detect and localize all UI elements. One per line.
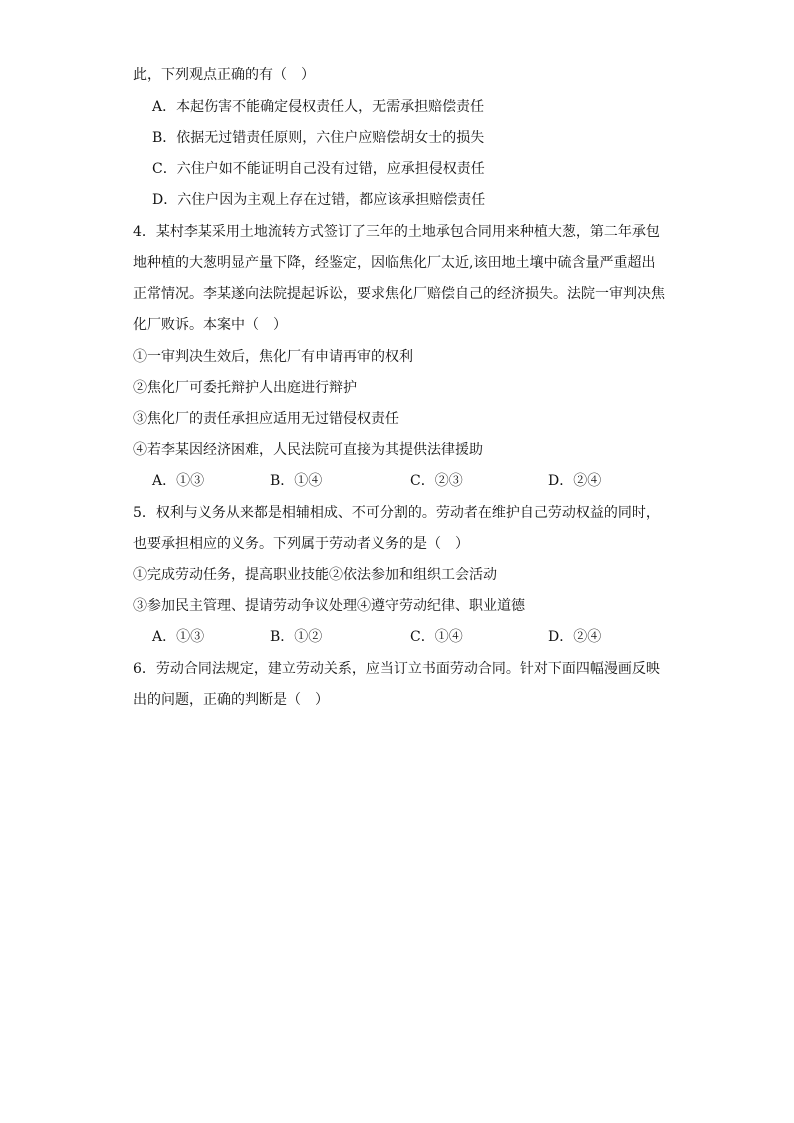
q3-option-d: D．六住户因为主观上存在过错，都应该承担赔偿责任: [152, 192, 486, 208]
q3-option-b: B．依据无过错责任原则，六住户应赔偿胡女士的损失: [152, 130, 485, 146]
q5-stem-line-1: 5．权利与义务从来都是相辅相成、不可分割的。劳动者在维护自己劳动权益的同时，: [133, 505, 660, 521]
q3-option-c: C．六住户如不能证明自己没有过错，应承担侵权责任: [152, 161, 485, 177]
q5-choice-d: D．②④: [548, 629, 602, 645]
q4-stem-line-1: 4．某村李某采用土地流转方式签订了三年的土地承包合同用来种植大葱，第二年承包: [133, 224, 660, 240]
q5-choice-c: C．①④: [410, 629, 463, 645]
q4-statement-4: ④若李某因经济困难，人民法院可直接为其提供法律援助: [133, 442, 483, 458]
q4-choice-c: C．②③: [410, 473, 463, 489]
q6-stem-line-2: 出的问题，正确的判断是（ ）: [133, 692, 329, 708]
q5-choices: [152, 627, 652, 647]
q5-statements-line-1: ①完成劳动任务，提高职业技能②依法参加和组织工会活动: [133, 567, 497, 583]
q3-option-a: A．本起伤害不能确定侵权责任人，无需承担赔偿责任: [152, 99, 485, 115]
q4-choice-a: A．①③: [152, 473, 205, 489]
q4-stem-line-2: 地种植的大葱明显产量下降，经鉴定，因临焦化厂太近,该田地土壤中硫含量严重超出: [133, 255, 656, 271]
q4-stem-line-3: 正常情况。李某遂向法院提起诉讼，要求焦化厂赔偿自己的经济损失。法院一审判决焦: [133, 286, 665, 302]
q4-choices: [152, 471, 652, 491]
q6-stem-line-1: 6．劳动合同法规定，建立劳动关系，应当订立书面劳动合同。针对下面四幅漫画反映: [133, 661, 660, 677]
q5-stem-line-2: 也要承担相应的义务。下列属于劳动者义务的是（ ）: [133, 536, 469, 552]
q5-statements-line-2: ③参加民主管理、提请劳动争议处理④遵守劳动纪律、职业道德: [133, 598, 525, 614]
q4-statement-3: ③焦化厂的责任承担应适用无过错侵权责任: [133, 411, 399, 427]
q5-choice-a: A．①③: [152, 629, 205, 645]
q4-choice-b: B．①④: [270, 473, 323, 489]
q4-stem-line-4: 化厂败诉。本案中（ ）: [133, 317, 287, 333]
q4-choice-d: D．②④: [548, 473, 602, 489]
q4-statement-1: ①一审判决生效后，焦化厂有申请再审的权利: [133, 349, 413, 365]
q4-statement-2: ②焦化厂可委托辩护人出庭进行辩护: [133, 380, 357, 396]
q3-stem-tail: 此，下列观点正确的有（ ）: [133, 67, 315, 83]
q5-choice-b: B．①②: [270, 629, 323, 645]
